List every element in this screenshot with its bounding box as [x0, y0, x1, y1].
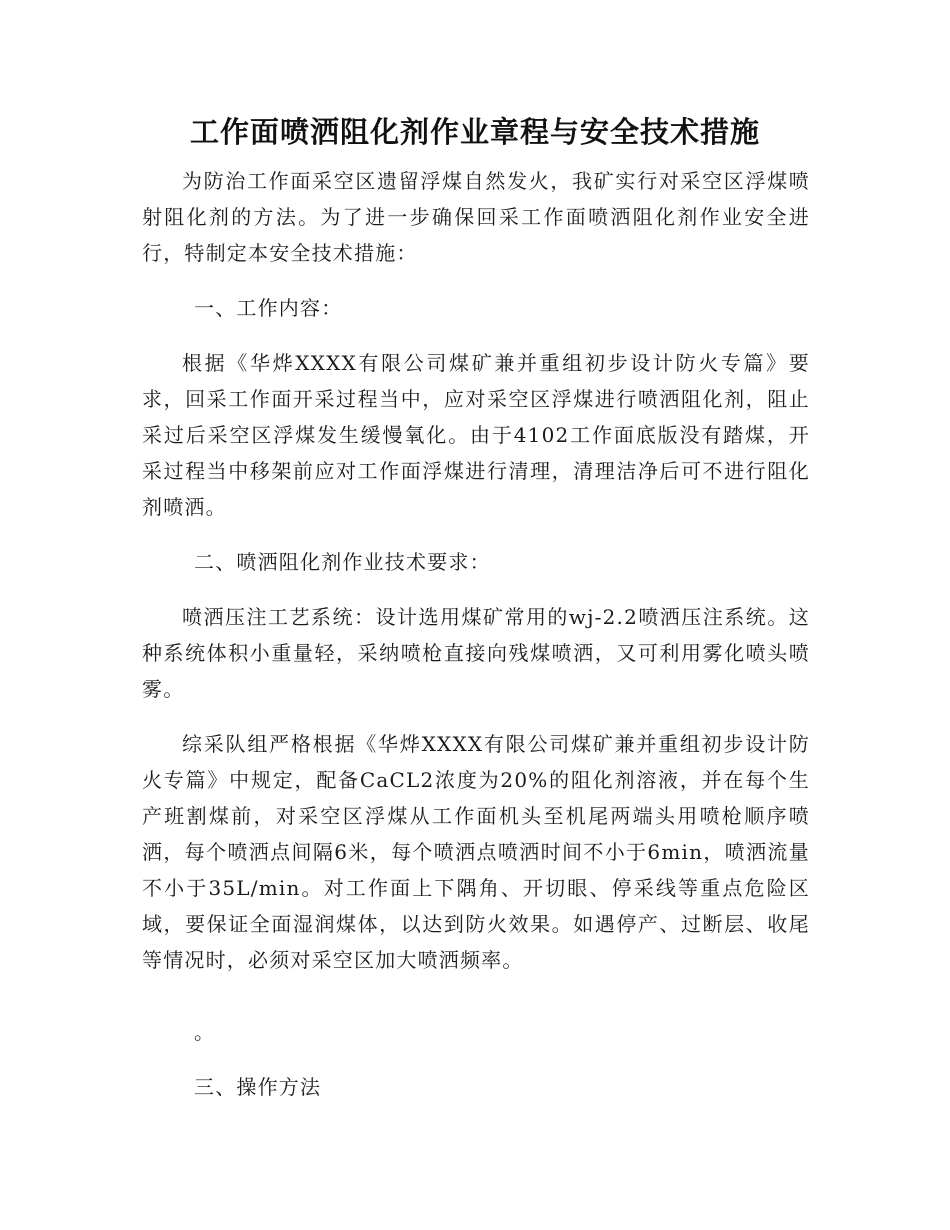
section-heading-operation-method: 三、操作方法: [194, 1075, 322, 1099]
document-title: 工作面喷洒阻化剂作业章程与安全技术措施: [189, 115, 760, 149]
stray-period-paragraph: 。: [194, 1020, 216, 1044]
section-heading-technical-requirements: 二、喷洒阻化剂作业技术要求：: [194, 550, 491, 574]
intro-paragraph: 为防治工作面采空区遗留浮煤自然发火，我矿实行对采空区浮煤喷射阻化剂的方法。为了进一步确保回采工作面喷洒阻化剂作业安全进行，特制定本安全技术措施：: [142, 169, 810, 265]
document-body: [142, 163, 810, 1105]
spray-system-paragraph: 喷洒压注工艺系统：设计选用煤矿常用的wj-2.2喷洒压注系统。这种系统体积小重量轻，采纳喷枪直接向残煤喷洒，又可利用雾化喷头喷雾。: [142, 605, 810, 701]
section-heading-work-content: 一、工作内容：: [194, 296, 343, 320]
work-content-paragraph: 根据《华烨XXXX有限公司煤矿兼并重组初步设计防火专篇》要求，回采工作面开采过程当中，应对采空区浮煤进行喷洒阻化剂，阻止采过后采空区浮煤发生缓慢氧化。由于4102工作面底版没有踏煤，开采过程当中移架前应对工作面浮煤进行清理，清理洁净后可不进行阻化剂喷洒。: [142, 351, 810, 519]
spray-procedure-paragraph: 综采队组严格根据《华烨XXXX有限公司煤矿兼并重组初步设计防火专篇》中规定，配备CaCL2浓度为20%的阻化剂溶液，并在每个生产班割煤前，对采空区浮煤从工作面机头至机尾两端头用喷枪顺序喷洒，每个喷洒点间隔6米，每个喷洒点喷洒时间不小于6min，喷洒流量不小于35L/min。对工作面上下隅角、开切眼、停采线等重点危险区域，要保证全面湿润煤体，以达到防火效果。如遇停产、过断层、收尾等情况时，必须对采空区加大喷洒频率。: [142, 732, 810, 972]
